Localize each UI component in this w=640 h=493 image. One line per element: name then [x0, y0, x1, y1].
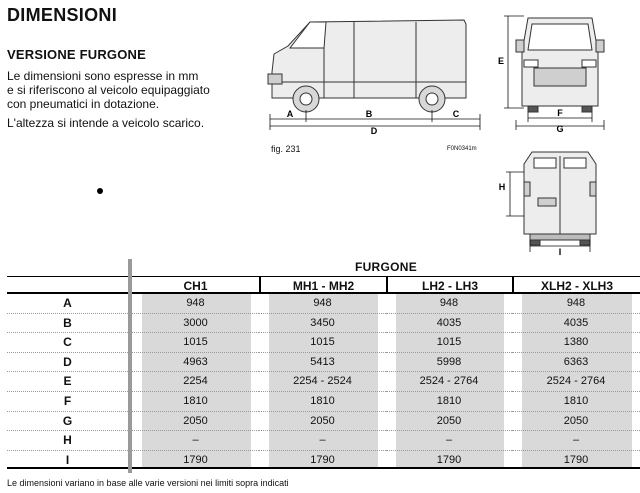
- table-cell: 1810: [132, 392, 259, 412]
- table-cell: 2050: [386, 412, 512, 432]
- row-label: D: [7, 353, 128, 373]
- figure-caption: fig. 231: [271, 144, 301, 154]
- column-header: MH1 - MH2: [259, 276, 386, 294]
- table-cell: 4035: [512, 314, 640, 334]
- table-cell: 948: [512, 294, 640, 314]
- description-line: e si riferiscono al veicolo equipaggiato: [7, 83, 210, 97]
- label-a: A: [286, 109, 294, 119]
- column-header: CH1: [132, 276, 259, 294]
- van-rear-view: [494, 148, 624, 256]
- table-cell: 948: [259, 294, 386, 314]
- table-cell: 1790: [512, 451, 640, 470]
- table-cell: 3450: [259, 314, 386, 334]
- height-note: L'altezza si intende a veicolo scarico.: [7, 116, 205, 130]
- row-label: F: [7, 392, 128, 412]
- table-cell: 1810: [386, 392, 512, 412]
- table-cell: 2050: [132, 412, 259, 432]
- page-title: DIMENSIONI: [7, 5, 118, 25]
- row-label: B: [7, 314, 128, 334]
- label-i: I: [558, 247, 562, 256]
- van-front-view: [494, 10, 624, 132]
- table-cell: 1810: [259, 392, 386, 412]
- table-cell: 1790: [386, 451, 512, 470]
- label-d: D: [370, 126, 378, 134]
- bullet-dot: [97, 188, 103, 194]
- description-line: Le dimensioni sono espresse in mm: [7, 69, 199, 83]
- table-cell: 2050: [512, 412, 640, 432]
- row-label: G: [7, 412, 128, 432]
- group-header: FURGONE: [354, 260, 418, 274]
- table-cell: 1790: [132, 451, 259, 470]
- row-label: A: [7, 294, 128, 314]
- label-c: C: [452, 109, 460, 119]
- column-header: XLH2 - XLH3: [512, 276, 640, 294]
- table-cell: 1015: [259, 333, 386, 353]
- dimensions-table: [7, 276, 640, 469]
- table-cell: 5998: [386, 353, 512, 373]
- table-cell: 2050: [259, 412, 386, 432]
- label-f: F: [557, 108, 563, 118]
- table-cell: –: [512, 431, 640, 451]
- section-title: VERSIONE FURGONE: [7, 47, 146, 62]
- table-cell: 2524 - 2764: [512, 372, 640, 392]
- table-cell: 3000: [132, 314, 259, 334]
- table-cell: 5413: [259, 353, 386, 373]
- table-cell: 4963: [132, 353, 259, 373]
- table-cell: –: [259, 431, 386, 451]
- table-cell: 1015: [132, 333, 259, 353]
- table-cell: 2254 - 2524: [259, 372, 386, 392]
- figure-code: F0N0341m: [447, 146, 477, 152]
- description: [7, 69, 227, 130]
- label-h: H: [498, 182, 506, 192]
- description-line: con pneumatici in dotazione.: [7, 97, 160, 111]
- table-cell: 4035: [386, 314, 512, 334]
- van-side-view: [266, 12, 482, 134]
- label-b: B: [365, 109, 373, 119]
- footnote: Le dimensioni variano in base alle varie versioni nei limiti sopra indicati: [7, 478, 289, 488]
- row-label: C: [7, 333, 128, 353]
- header-empty: [7, 276, 128, 294]
- row-label: I: [7, 451, 128, 470]
- table-cell: 948: [386, 294, 512, 314]
- table-cell: 6363: [512, 353, 640, 373]
- table-cell: 1380: [512, 333, 640, 353]
- row-label: H: [7, 431, 128, 451]
- table-cell: –: [132, 431, 259, 451]
- table-cell: 1790: [259, 451, 386, 470]
- row-label: E: [7, 372, 128, 392]
- table-cell: –: [386, 431, 512, 451]
- label-e: E: [497, 56, 505, 66]
- table-cell: 2254: [132, 372, 259, 392]
- label-g: G: [556, 124, 564, 132]
- table-cell: 1015: [386, 333, 512, 353]
- table-cell: 2524 - 2764: [386, 372, 512, 392]
- column-header: LH2 - LH3: [386, 276, 512, 294]
- table-cell: 1810: [512, 392, 640, 412]
- table-cell: 948: [132, 294, 259, 314]
